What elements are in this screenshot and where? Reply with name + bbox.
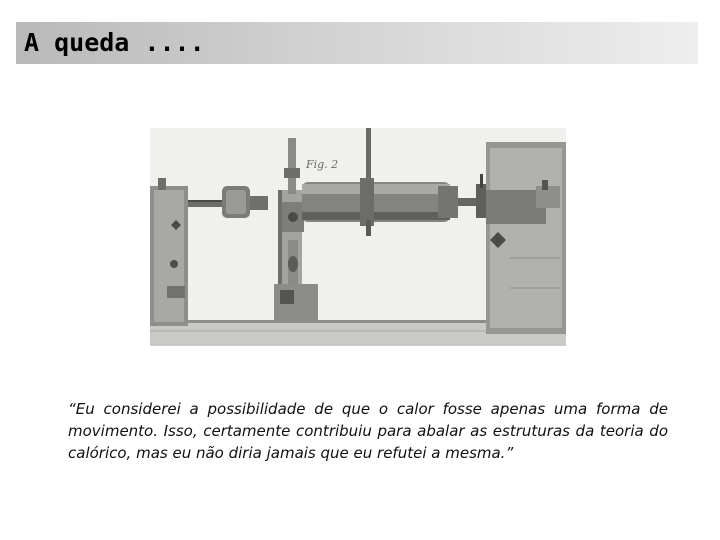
quote-text: “Eu considerei a possibilidade de que o calor fosse apenas uma forma de movimento. Isso, certamente contribuiu para abalar as estruturas da teoria do calórico, mas eu não diria jamais que eu refutei a mesma.” xyxy=(68,400,668,462)
figure-label: Fig. 2 xyxy=(306,158,339,171)
cannon-boring-engraving xyxy=(150,128,566,346)
title-bar xyxy=(16,22,698,64)
slide-title: A queda .... xyxy=(24,28,205,57)
